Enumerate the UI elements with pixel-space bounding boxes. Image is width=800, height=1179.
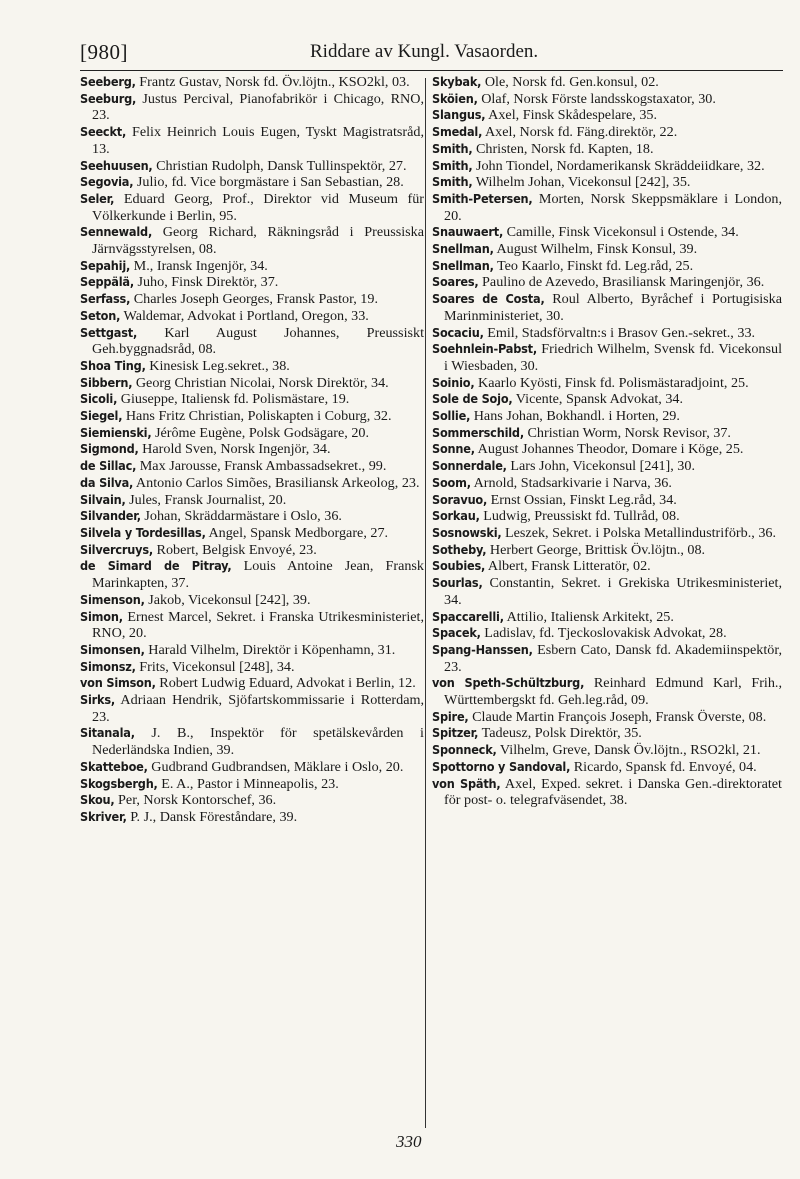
entry-surname: Sirks, bbox=[80, 692, 116, 708]
register-entry bbox=[80, 191, 424, 224]
entry-surname: Smedal, bbox=[432, 124, 483, 140]
entry-surname: Skou, bbox=[80, 792, 115, 808]
entry-surname: Silvain, bbox=[80, 491, 126, 507]
entry-surname: Soom, bbox=[432, 474, 471, 490]
entry-details: Juho, Finsk Direktör, 37. bbox=[133, 274, 279, 291]
entry-details: Christian Worm, Norsk Revisor, 37. bbox=[523, 424, 731, 441]
register-entry bbox=[80, 274, 424, 291]
entry-details: Emil, Stadsförvaltn:s i Brasov Gen.-sekret., 33. bbox=[483, 324, 756, 341]
register-entry bbox=[432, 158, 782, 175]
register-entry bbox=[80, 308, 424, 325]
entry-surname: Seeburg, bbox=[80, 90, 137, 106]
entry-surname: von Simson, bbox=[80, 675, 156, 691]
entry-details: Georg Christian Nicolai, Norsk Direktör, 34. bbox=[132, 374, 389, 391]
entry-surname: Sonnerdale, bbox=[432, 458, 507, 474]
register-entry bbox=[432, 124, 782, 141]
entry-details: Karl August Johannes, Preussiskt Geh.byggnadsråd, 08. bbox=[92, 324, 424, 358]
entry-details: Paulino de Azevedo, Brasiliansk Maringenjör, 36. bbox=[478, 274, 765, 291]
entry-details: Jules, Fransk Journalist, 20. bbox=[125, 491, 287, 508]
entry-details: August Johannes Theodor, Domare i Köge, 25. bbox=[474, 441, 744, 458]
register-entry bbox=[432, 91, 782, 108]
register-entry bbox=[432, 609, 782, 626]
entry-surname: Snellman, bbox=[432, 241, 494, 257]
entry-details: Ricardo, Spansk fd. Envoyé, 04. bbox=[570, 758, 757, 775]
entry-surname: Soehnlein-Pabst, bbox=[432, 341, 537, 357]
entry-details: Angel, Spansk Medborgare, 27. bbox=[205, 524, 389, 541]
entry-details: Kaarlo Kyösti, Finsk fd. Polismästaradjoint, 25. bbox=[474, 374, 749, 391]
entry-surname: Sitanala, bbox=[80, 725, 135, 741]
register-entry bbox=[80, 91, 424, 124]
entry-surname: Slangus, bbox=[432, 107, 486, 123]
running-title: Riddare av Kungl. Vasaorden. bbox=[310, 41, 539, 62]
entry-surname: Seeberg, bbox=[80, 74, 136, 89]
entry-surname: Sourlas, bbox=[432, 575, 483, 591]
entry-surname: Sigmond, bbox=[80, 441, 139, 457]
entry-details: Herbert George, Brittisk Öv.löjtn., 08. bbox=[486, 541, 706, 558]
entry-details: Wilhelm Johan, Vicekonsul [242], 35. bbox=[472, 174, 691, 191]
column-divider bbox=[425, 78, 426, 1128]
entry-details: Ladislav, fd. Tjeckoslovakisk Advokat, 28. bbox=[480, 625, 727, 642]
register-entry bbox=[432, 458, 782, 475]
entry-details: Ernest Marcel, Sekret. i Franska Utrikesministeriet, RNO, 20. bbox=[92, 608, 424, 642]
register-entry bbox=[80, 558, 424, 591]
register-entry bbox=[432, 141, 782, 158]
entry-details: Teo Kaarlo, Finskt fd. Leg.råd, 25. bbox=[493, 257, 694, 274]
register-entry bbox=[80, 425, 424, 442]
entry-surname: Shoa Ting, bbox=[80, 357, 146, 373]
register-entry bbox=[432, 425, 782, 442]
entry-surname: Seehuusen, bbox=[80, 157, 153, 173]
entry-surname: de Sillac, bbox=[80, 458, 137, 474]
register-entry bbox=[432, 258, 782, 275]
register-entry bbox=[432, 642, 782, 675]
entry-surname: Sennewald, bbox=[80, 224, 153, 240]
entry-details: Friedrich Wilhelm, Svensk fd. Vicekonsul i Wiesbaden, 30. bbox=[444, 341, 782, 374]
entry-details: Harald Vilhelm, Direktör i Köpenhamn, 31. bbox=[144, 641, 396, 658]
register-entry bbox=[80, 692, 424, 725]
entry-surname: Spaccarelli, bbox=[432, 608, 504, 624]
register-entry bbox=[80, 492, 424, 509]
entry-details: Julio, fd. Vice borgmästare i San Sebastian, 28. bbox=[133, 174, 404, 191]
entry-surname: Sorkau, bbox=[432, 508, 480, 524]
register-entry bbox=[80, 158, 424, 175]
entry-surname: Sköien, bbox=[432, 90, 478, 106]
entry-surname: Snauwaert, bbox=[432, 224, 504, 240]
register-entry bbox=[432, 224, 782, 241]
register-entry bbox=[432, 191, 782, 224]
entry-details: E. A., Pastor i Minneapolis, 23. bbox=[157, 775, 339, 792]
register-entry bbox=[80, 124, 424, 157]
entry-details: Vilhelm, Greve, Dansk Öv.löjtn., RSO2kl, 21. bbox=[496, 742, 761, 759]
entry-details: Giuseppe, Italiensk fd. Polismästare, 19. bbox=[117, 391, 350, 408]
entry-details: Roul Alberto, Byråchef i Portugisiska Marinministeriet, 30. bbox=[444, 291, 782, 324]
entry-details: Louis Antoine Jean, Fransk Marinkapten, 37. bbox=[92, 558, 424, 592]
register-entry bbox=[80, 375, 424, 392]
entry-surname: Simonsz, bbox=[80, 658, 136, 674]
entry-details: Albert, Fransk Litteratör, 02. bbox=[485, 558, 651, 575]
register-entry bbox=[80, 408, 424, 425]
entry-details: Frantz Gustav, Norsk fd. Öv.löjtn., KSO2kl, 03. bbox=[135, 74, 410, 90]
register-entry bbox=[432, 325, 782, 342]
register-entry bbox=[80, 475, 424, 492]
register-entry bbox=[80, 592, 424, 609]
entry-surname: Simenson, bbox=[80, 591, 145, 607]
entry-details: Olaf, Norsk Förste landsskogstaxator, 30. bbox=[477, 90, 716, 107]
entry-details: Axel, Finsk Skådespelare, 35. bbox=[485, 107, 658, 124]
entry-surname: Skriver, bbox=[80, 808, 127, 824]
entry-details: Axel, Norsk fd. Fäng.direktör, 22. bbox=[482, 124, 678, 141]
entry-details: Jérôme Eugène, Polsk Godsägare, 20. bbox=[151, 424, 369, 441]
entry-details: Adriaan Hendrik, Sjöfartskommissarie i Rotterdam, 23. bbox=[92, 692, 424, 725]
entry-surname: Skogsbergh, bbox=[80, 775, 158, 791]
left-column bbox=[80, 74, 424, 826]
register-entry bbox=[80, 809, 424, 826]
register-entry bbox=[80, 74, 424, 91]
entry-surname: Seppälä, bbox=[80, 274, 134, 290]
register-entry bbox=[432, 675, 782, 708]
register-entry bbox=[80, 792, 424, 809]
register-entry bbox=[432, 107, 782, 124]
entry-surname: Serfass, bbox=[80, 291, 131, 307]
entry-surname: Soinio, bbox=[432, 374, 475, 390]
entry-surname: Smith, bbox=[432, 140, 473, 156]
entry-surname: Sibbern, bbox=[80, 374, 133, 390]
entry-details: Georg Richard, Räkningsråd i Preussiska Järnvägsstyrelsen, 08. bbox=[92, 224, 424, 258]
entry-surname: Soares, bbox=[432, 274, 479, 290]
entry-details: Arnold, Stadsarkivarie i Narva, 36. bbox=[470, 474, 672, 491]
entry-details: Eduard Georg, Prof., Direktor vid Museum für Völkerkunde i Berlin, 95. bbox=[92, 190, 424, 224]
footer-page-number: 330 bbox=[396, 1132, 422, 1151]
entry-surname: von Speth-Schültzburg, bbox=[432, 675, 585, 691]
entry-details: Waldemar, Advokat i Portland, Oregon, 33. bbox=[120, 307, 369, 324]
register-entry bbox=[80, 358, 424, 375]
register-entry bbox=[432, 408, 782, 425]
entry-surname: Sommerschild, bbox=[432, 424, 524, 440]
register-entry bbox=[80, 174, 424, 191]
entry-details: Jakob, Vicekonsul [242], 39. bbox=[144, 591, 311, 608]
page-header bbox=[80, 40, 783, 71]
register-entry bbox=[80, 291, 424, 308]
entry-surname: Silvercruys, bbox=[80, 541, 153, 557]
entry-surname: Seler, bbox=[80, 190, 115, 206]
register-entry bbox=[80, 675, 424, 692]
entry-surname: Sonne, bbox=[432, 441, 475, 457]
entry-surname: Sponneck, bbox=[432, 742, 497, 758]
register-entry bbox=[80, 441, 424, 458]
entry-surname: Spitzer, bbox=[432, 725, 479, 741]
entry-details: Leszek, Sekret. i Polska Metallindustriförb., 36. bbox=[501, 524, 776, 541]
entry-details: Harold Sven, Norsk Ingenjör, 34. bbox=[138, 441, 331, 458]
entry-details: J. B., Inspektör för spetälskevården i Nederländska Indien, 39. bbox=[92, 725, 424, 759]
entry-surname: Smith, bbox=[432, 174, 473, 190]
entry-details: Christian Rudolph, Dansk Tullinspektör, 27. bbox=[152, 157, 407, 174]
entry-surname: Seeckt, bbox=[80, 124, 127, 140]
register-entry bbox=[80, 525, 424, 542]
entry-details: Robert Ludwig Eduard, Advokat i Berlin, 12. bbox=[155, 675, 416, 692]
entry-details: Attilio, Italiensk Arkitekt, 25. bbox=[503, 608, 674, 625]
entry-surname: Siemienski, bbox=[80, 424, 152, 440]
entry-details: Per, Norsk Kontorschef, 36. bbox=[114, 792, 277, 809]
entry-details: John Tiondel, Nordamerikansk Skräddeiidkare, 32. bbox=[472, 157, 765, 174]
register-entry bbox=[432, 291, 782, 324]
register-entry bbox=[432, 241, 782, 258]
entry-details: Morten, Norsk Skeppsmäklare i London, 20. bbox=[444, 190, 782, 224]
entry-details: Vicente, Spansk Advokat, 34. bbox=[512, 391, 684, 408]
register-entry bbox=[432, 776, 782, 809]
register-entry bbox=[432, 492, 782, 509]
entry-details: Tadeusz, Polsk Direktör, 35. bbox=[478, 725, 642, 742]
entry-surname: Simon, bbox=[80, 608, 123, 624]
entry-surname: Smith, bbox=[432, 157, 473, 173]
register-entry bbox=[432, 558, 782, 575]
register-entry bbox=[80, 609, 424, 642]
register-entry bbox=[432, 375, 782, 392]
entry-details: Justus Percival, Pianofabrikör i Chicago, RNO, 23. bbox=[92, 90, 424, 124]
register-entry bbox=[80, 325, 424, 358]
entry-details: P. J., Dansk Föreståndare, 39. bbox=[126, 808, 298, 825]
entry-details: Max Jarousse, Fransk Ambassadsekret., 99. bbox=[136, 458, 387, 475]
register-entry bbox=[432, 174, 782, 191]
entry-details: Kinesisk Leg.sekret., 38. bbox=[145, 357, 290, 374]
register-entry bbox=[432, 542, 782, 559]
register-entry bbox=[432, 508, 782, 525]
entry-details: Ole, Norsk fd. Gen.konsul, 02. bbox=[481, 74, 659, 90]
entry-surname: Soravuo, bbox=[432, 491, 488, 507]
register-entry bbox=[432, 391, 782, 408]
register-entry bbox=[80, 224, 424, 257]
entry-surname: Spang-Hanssen, bbox=[432, 641, 533, 657]
register-entry bbox=[80, 508, 424, 525]
entry-details: Antonio Carlos Simões, Brasiliansk Arkeolog, 23. bbox=[133, 474, 420, 491]
register-entry bbox=[80, 659, 424, 676]
entry-details: Felix Heinrich Louis Eugen, Tyskt Magistratsråd, 13. bbox=[92, 124, 424, 157]
entry-details: Camille, Finsk Vicekonsul i Ostende, 34. bbox=[503, 224, 739, 241]
register-entry bbox=[80, 542, 424, 559]
register-entry bbox=[432, 274, 782, 291]
register-entry bbox=[80, 258, 424, 275]
entry-surname: Spire, bbox=[432, 708, 469, 724]
entry-surname: Sole de Sojo, bbox=[432, 391, 513, 407]
register-entry bbox=[432, 759, 782, 776]
entry-details: Charles Joseph Georges, Fransk Pastor, 19. bbox=[130, 291, 378, 308]
entry-surname: da Silva, bbox=[80, 474, 134, 490]
register-entry bbox=[80, 642, 424, 659]
entry-details: Johan, Skräddarmästare i Oslo, 36. bbox=[140, 508, 342, 525]
register-entry bbox=[432, 441, 782, 458]
entry-surname: Spacek, bbox=[432, 625, 481, 641]
register-entry bbox=[432, 709, 782, 726]
entry-surname: Sollie, bbox=[432, 408, 471, 424]
entry-surname: Socaciu, bbox=[432, 324, 484, 340]
entry-details: Constantin, Sekret. i Grekiska Utrikesministeriet, 34. bbox=[444, 575, 782, 608]
entry-details: Christen, Norsk fd. Kapten, 18. bbox=[472, 140, 654, 157]
register-entry bbox=[80, 759, 424, 776]
entry-details: Ernst Ossian, Finskt Leg.råd, 34. bbox=[487, 491, 677, 508]
entry-surname: Seton, bbox=[80, 307, 121, 323]
entry-details: Claude Martin François Joseph, Fransk Överste, 08. bbox=[468, 708, 767, 725]
register-entry bbox=[80, 725, 424, 758]
right-column bbox=[432, 74, 782, 809]
entry-surname: Soares de Costa, bbox=[432, 291, 545, 307]
register-entry bbox=[80, 391, 424, 408]
register-entry bbox=[432, 725, 782, 742]
register-entry bbox=[80, 776, 424, 793]
register-entry bbox=[432, 742, 782, 759]
entry-surname: Sosnowski, bbox=[432, 524, 502, 540]
register-entry bbox=[80, 458, 424, 475]
entry-surname: von Späth, bbox=[432, 775, 501, 791]
entry-details: August Wilhelm, Finsk Konsul, 39. bbox=[493, 241, 698, 258]
entry-surname: Sotheby, bbox=[432, 541, 487, 557]
entry-surname: Siegel, bbox=[80, 408, 123, 424]
entry-details: Ludwig, Preussiskt fd. Tullråd, 08. bbox=[479, 508, 680, 525]
register-entry bbox=[432, 74, 782, 91]
entry-surname: Settgast, bbox=[80, 324, 138, 340]
register-entry bbox=[432, 625, 782, 642]
entry-details: Lars John, Vicekonsul [241], 30. bbox=[506, 458, 695, 475]
entry-surname: Snellman, bbox=[432, 257, 494, 273]
entry-surname: Silvela y Tordesillas, bbox=[80, 524, 206, 540]
entry-surname: Skybak, bbox=[432, 74, 482, 89]
entry-surname: Spottorno y Sandoval, bbox=[432, 758, 571, 774]
register-entry bbox=[432, 525, 782, 542]
entry-details: Hans Johan, Bokhandl. i Horten, 29. bbox=[470, 408, 680, 425]
entry-details: Axel, Exped. sekret. i Danska Gen.-direktoratet för post- o. telegrafväsendet, 38. bbox=[444, 775, 782, 809]
header-page-number: [980] bbox=[80, 40, 128, 64]
entry-details: M., Iransk Ingenjör, 34. bbox=[130, 257, 268, 274]
entry-surname: Sicoli, bbox=[80, 391, 118, 407]
register-entry bbox=[432, 575, 782, 608]
entry-surname: Segovia, bbox=[80, 174, 134, 190]
entry-surname: Soubies, bbox=[432, 558, 486, 574]
register-entry bbox=[432, 341, 782, 374]
entry-details: Robert, Belgisk Envoyé, 23. bbox=[153, 541, 317, 558]
entry-surname: Sepahij, bbox=[80, 257, 131, 273]
register-entry bbox=[432, 475, 782, 492]
entry-surname: Silvander, bbox=[80, 508, 141, 524]
entry-surname: Simonsen, bbox=[80, 641, 145, 657]
entry-surname: Smith-Petersen, bbox=[432, 190, 533, 206]
entry-details: Hans Fritz Christian, Poliskapten i Coburg, 32. bbox=[122, 408, 392, 425]
entry-details: Reinhard Edmund Karl, Frih., Württembergskt fd. Geh.leg.råd, 09. bbox=[444, 675, 782, 709]
entry-details: Esbern Cato, Dansk fd. Akademiinspektör, 23. bbox=[444, 641, 782, 675]
entry-details: Frits, Vicekonsul [248], 34. bbox=[135, 658, 295, 675]
entry-details: Gudbrand Gudbrandsen, Mäklare i Oslo, 20. bbox=[147, 758, 404, 775]
entry-surname: Skatteboe, bbox=[80, 758, 148, 774]
entry-surname: de Simard de Pitray, bbox=[80, 558, 232, 574]
